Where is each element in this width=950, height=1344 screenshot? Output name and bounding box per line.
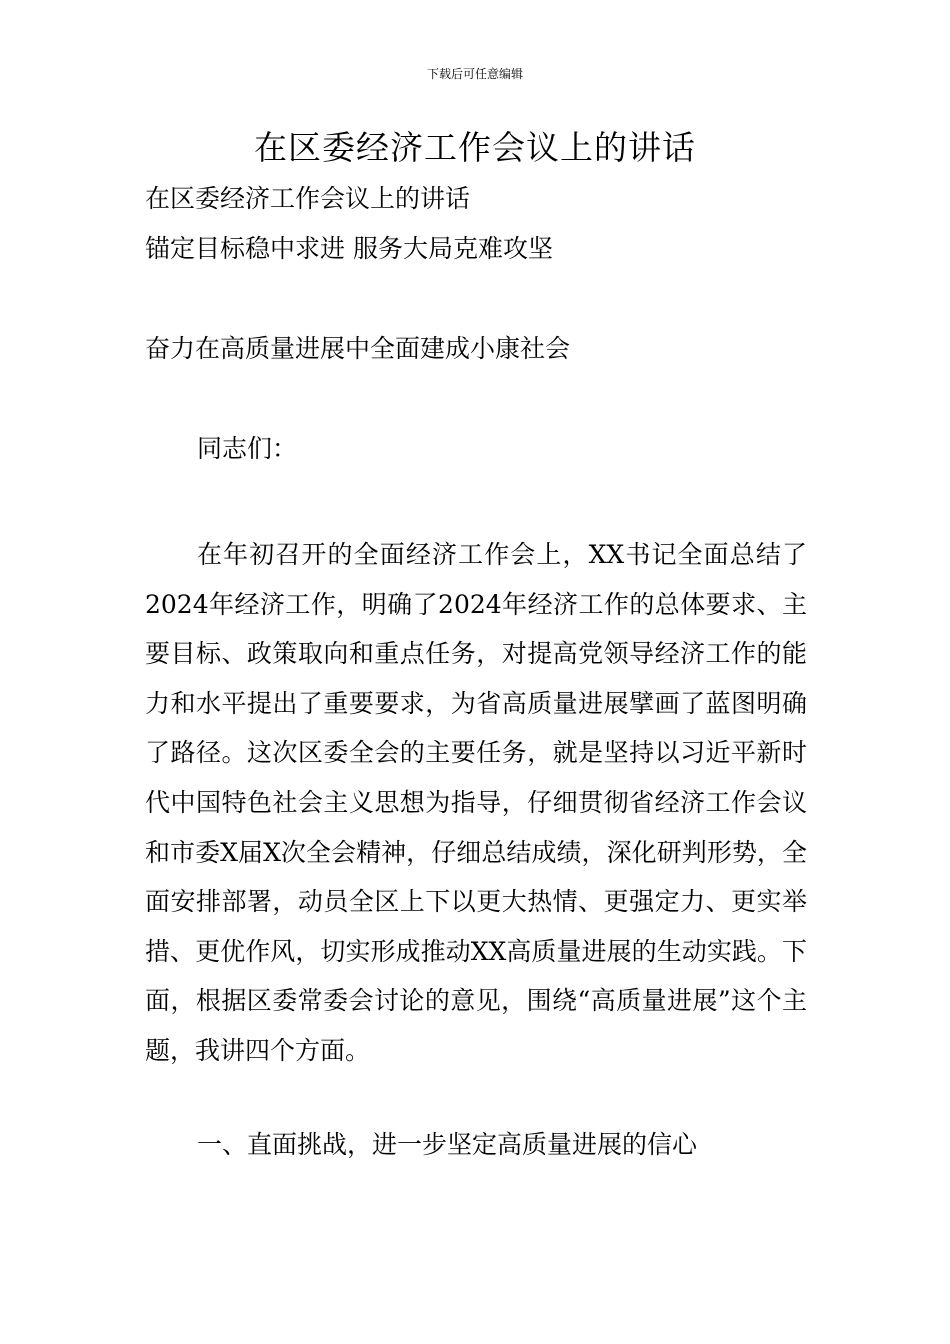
header-note: 下载后可任意编辑 <box>426 67 523 81</box>
section-heading: 一、直面挑战，进一步坚定高质量进展的信心 <box>197 1130 698 1159</box>
subtitle-line-3: 奋力在高质量进展中全面建成小康社会 <box>145 334 571 363</box>
subtitle-line-1: 在区委经济工作会议上的讲话 <box>145 184 471 213</box>
body-paragraph: 在年初召开的全面经济工作会上，XX书记全面总结了2024年经济工作，明确了2024年经济工作的总体要求、主要目标、政策取向和重点任务，对提高党领导经济工作的能力和水平提出了重要要求，为省高质量进展擘画了蓝图明确了路径。这次区委全会的主要任务，就是坚持以习近平新时代中国特色社会主义思想为指导，仔细贯彻省经济工作会议和市委X届X次全会精神，仔细总结成绩，深化研判形势，全面安排部署，动员全区上下以更大热情、更强定力、更实举措、更优作风，切实形成推动XX高质量进展的生动实践。下面，根据区委常委会讨论的意见，围绕“高质量进展”这个主题，我讲四个方面。 <box>145 540 807 1065</box>
document-title: 在区委经济工作会议上的讲话 <box>254 128 696 167</box>
salutation: 同志们： <box>197 434 298 463</box>
subtitle-line-2: 锚定目标稳中求进 服务大局克难攻坚 <box>145 234 553 263</box>
